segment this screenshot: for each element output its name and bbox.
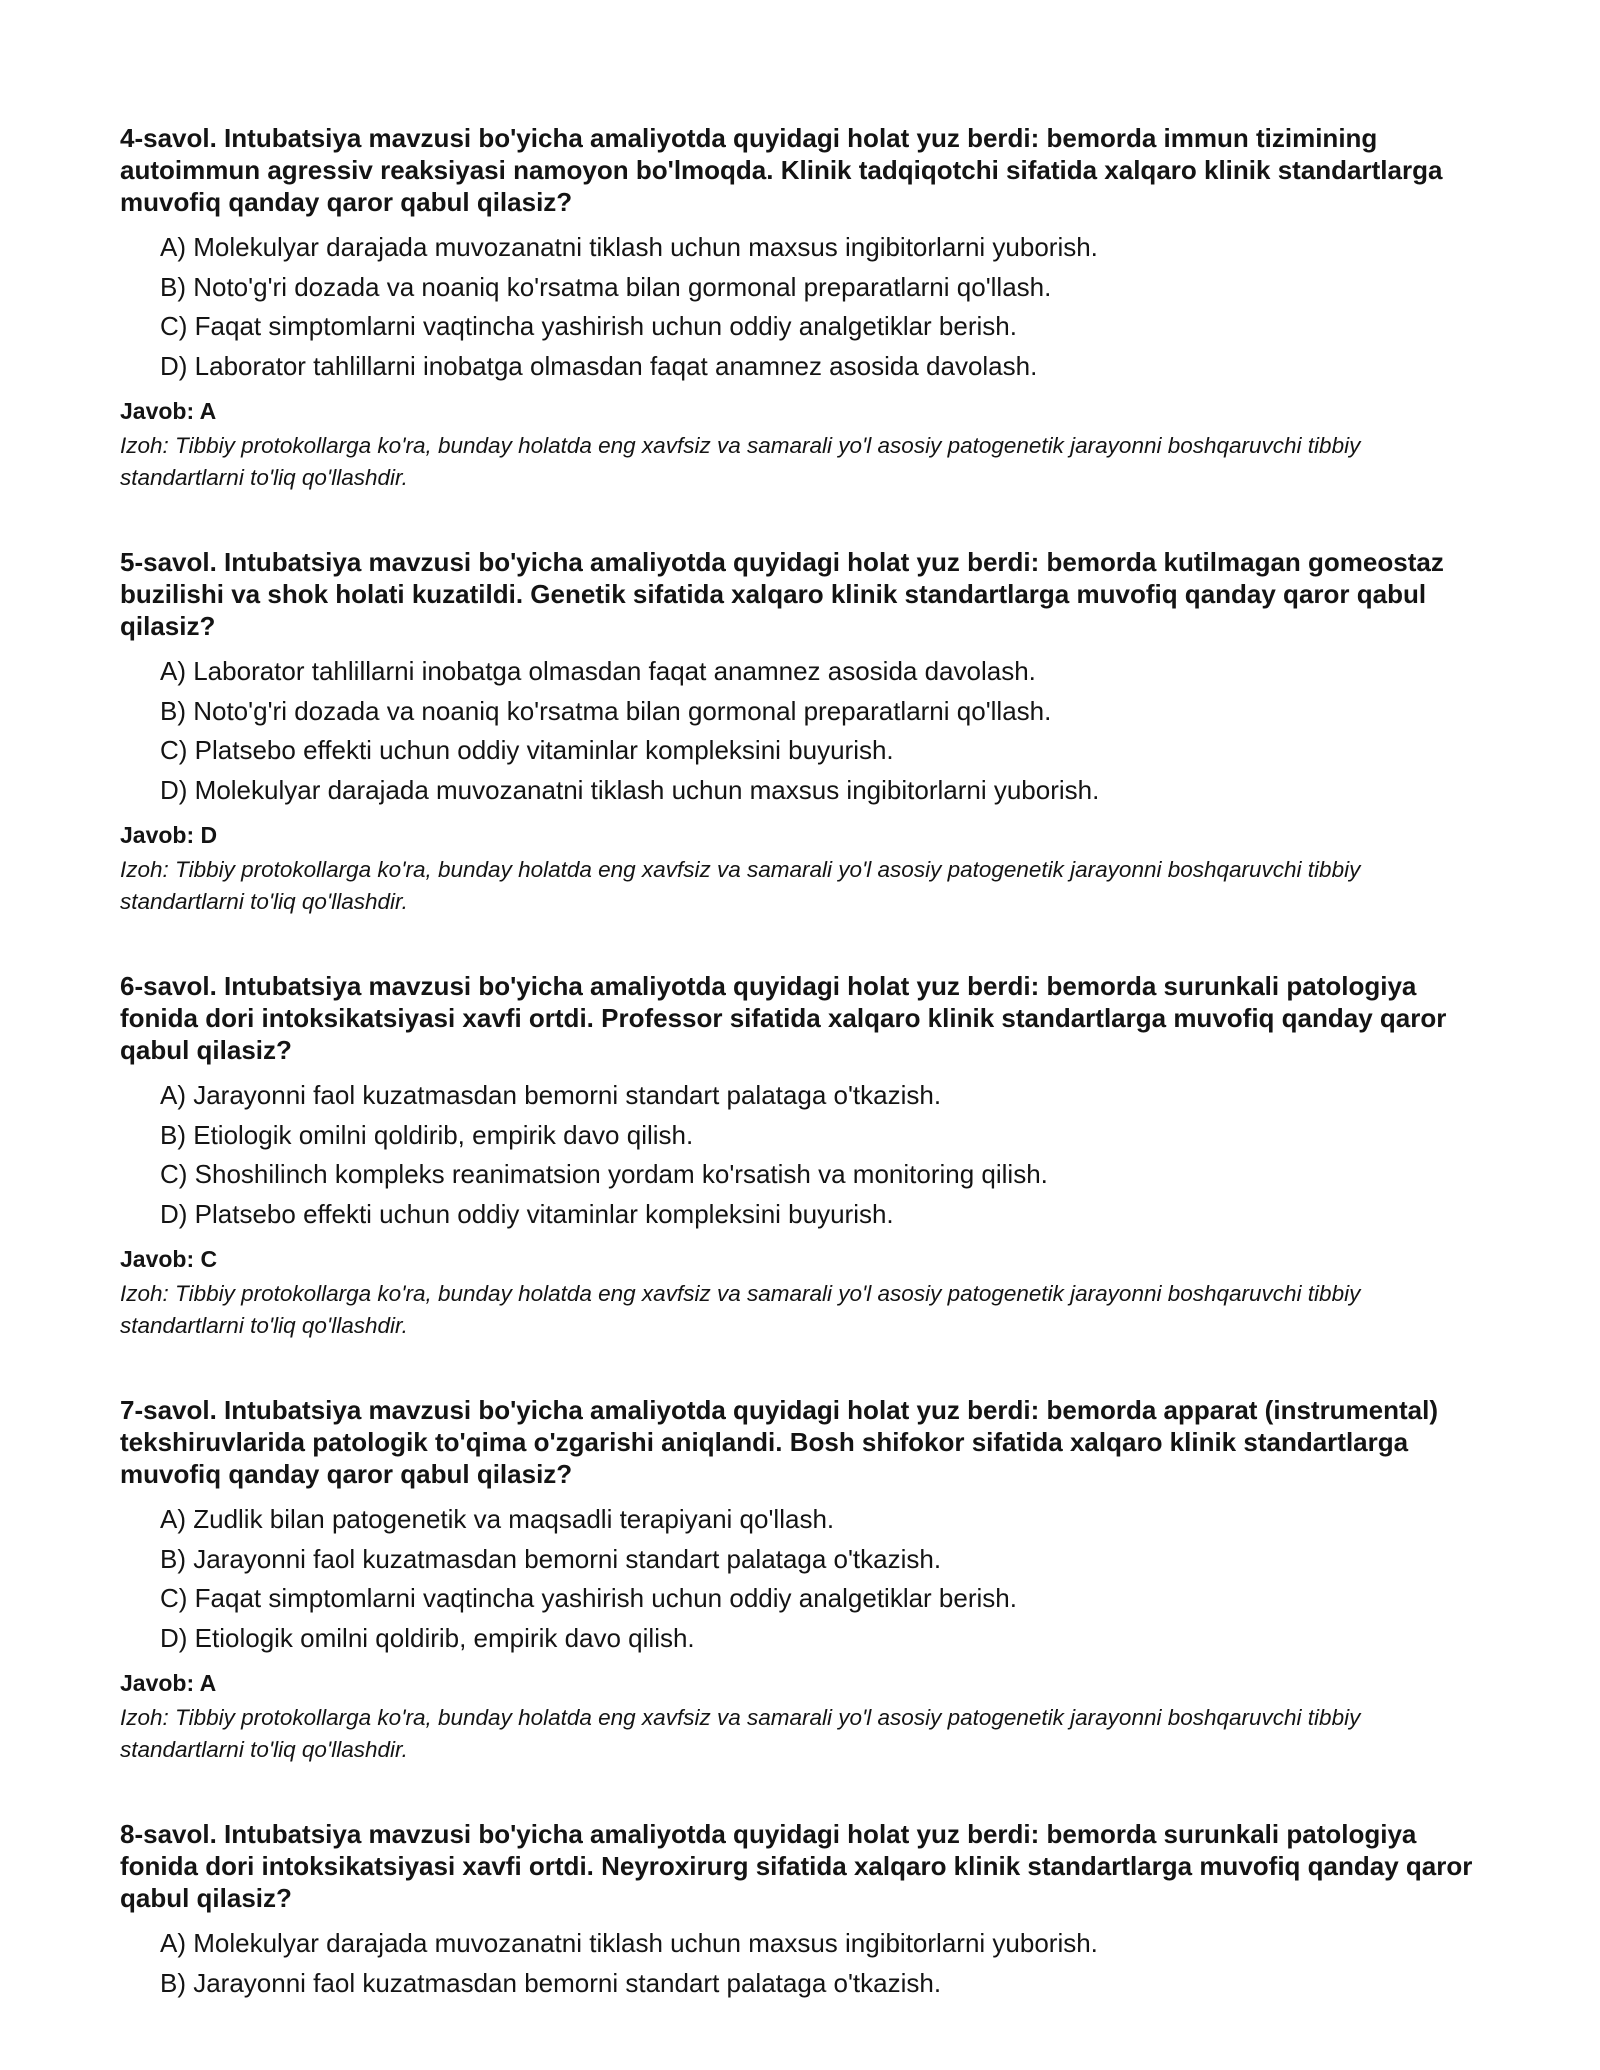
option-d: D) Etiologik omilni qoldirib, empirik davo qilish. bbox=[160, 1622, 695, 1653]
option-b: B) Noto'g'ri dozada va noaniq ko'rsatma bilan gormonal preparatlarni qo'llash. bbox=[160, 271, 1052, 302]
option-b: B) Etiologik omilni qoldirib, empirik davo qilish. bbox=[160, 1119, 694, 1150]
question-7 bbox=[120, 1394, 1500, 1765]
answer-label: Javob: A bbox=[120, 1670, 217, 1696]
option-a: A) Laborator tahlillarni inobatga olmasdan faqat anamnez asosida davolash. bbox=[160, 656, 1036, 686]
option-b: B) Jarayonni faol kuzatmasdan bemorni standart palataga o'tkazish. bbox=[160, 1543, 942, 1574]
question-title: 8-savol. Intubatsiya mavzusi bo'yicha amaliyotda quyidagi holat yuz berdi: bemorda surunkali patologiya fonida dori intoksikatsiyasi xavfi ortdi. Neyroxirurg sifatida xalqaro klinik standartlarga muvofiq qanday qaror qabul qilasiz? bbox=[120, 1819, 1473, 1913]
option-a: A) Zudlik bilan patogenetik va maqsadli terapiyani qo'llash. bbox=[160, 1504, 835, 1534]
option-c: C) Platsebo effekti uchun oddiy vitaminlar kompleksini buyurish. bbox=[160, 735, 894, 765]
question-title: 7-savol. Intubatsiya mavzusi bo'yicha amaliyotda quyidagi holat yuz berdi: bemorda apparat (instrumental) tekshiruvlarida patologik to'qima o'zgarishi aniqlandi. Bosh shifokor sifatida xalqaro klinik standartlarga muvofiq qanday qaror qabul qilasiz? bbox=[120, 1395, 1439, 1489]
explanation-text: Izoh: Tibbiy protokollarga ko'ra, bunday holatda eng xavfsiz va samarali yo'l asosiy patogenetik jarayonni boshqaruvchi tibbiy standartlarni to'liq qo'llashdir. bbox=[120, 1705, 1361, 1762]
question-title: 6-savol. Intubatsiya mavzusi bo'yicha amaliyotda quyidagi holat yuz berdi: bemorda surunkali patologiya fonida dori intoksikatsiyasi xavfi ortdi. Professor sifatida xalqaro klinik standartlarga muvofiq qanday qaror qabul qilasiz? bbox=[120, 971, 1447, 1065]
question-6 bbox=[120, 970, 1500, 1341]
answer-options bbox=[120, 1500, 1500, 1658]
answer-options bbox=[120, 1924, 1500, 2003]
option-d: D) Platsebo effekti uchun oddiy vitaminlar kompleksini buyurish. bbox=[160, 1198, 894, 1229]
option-c: C) Faqat simptomlarni vaqtincha yashirish uchun oddiy analgetiklar berish. bbox=[160, 311, 1017, 341]
question-8 bbox=[120, 1818, 1500, 2003]
question-title: 5-savol. Intubatsiya mavzusi bo'yicha amaliyotda quyidagi holat yuz berdi: bemorda kutilmagan gomeostaz buzilishi va shok holati kuzatildi. Genetik sifatida xalqaro klinik standartlarga muvofiq qanday qaror qabul qilasiz? bbox=[120, 547, 1444, 641]
answer-label: Javob: D bbox=[120, 822, 218, 848]
question-4 bbox=[120, 122, 1500, 493]
option-d: D) Laborator tahlillarni inobatga olmasdan faqat anamnez asosida davolash. bbox=[160, 350, 1038, 381]
option-a: A) Jarayonni faol kuzatmasdan bemorni standart palataga o'tkazish. bbox=[160, 1080, 942, 1110]
option-d: D) Molekulyar darajada muvozanatni tiklash uchun maxsus ingibitorlarni yuborish. bbox=[160, 774, 1100, 805]
answer-label: Javob: A bbox=[120, 398, 217, 424]
option-b: B) Noto'g'ri dozada va noaniq ko'rsatma bilan gormonal preparatlarni qo'llash. bbox=[160, 695, 1052, 726]
answer-options bbox=[120, 1076, 1500, 1234]
option-a: A) Molekulyar darajada muvozanatni tiklash uchun maxsus ingibitorlarni yuborish. bbox=[160, 232, 1098, 262]
option-c: C) Faqat simptomlarni vaqtincha yashirish uchun oddiy analgetiklar berish. bbox=[160, 1583, 1017, 1613]
option-c: C) Shoshilinch kompleks reanimatsion yordam ko'rsatish va monitoring qilish. bbox=[160, 1159, 1048, 1189]
option-a: A) Molekulyar darajada muvozanatni tiklash uchun maxsus ingibitorlarni yuborish. bbox=[160, 1928, 1098, 1958]
question-5 bbox=[120, 546, 1500, 917]
explanation-text: Izoh: Tibbiy protokollarga ko'ra, bunday holatda eng xavfsiz va samarali yo'l asosiy patogenetik jarayonni boshqaruvchi tibbiy standartlarni to'liq qo'llashdir. bbox=[120, 1281, 1361, 1338]
explanation-text: Izoh: Tibbiy protokollarga ko'ra, bunday holatda eng xavfsiz va samarali yo'l asosiy patogenetik jarayonni boshqaruvchi tibbiy standartlarni to'liq qo'llashdir. bbox=[120, 433, 1361, 490]
answer-options bbox=[120, 652, 1500, 810]
question-title: 4-savol. Intubatsiya mavzusi bo'yicha amaliyotda quyidagi holat yuz berdi: bemorda immun tizimining autoimmun agressiv reaksiyasi namoyon bo'lmoqda. Klinik tadqiqotchi sifatida xalqaro klinik standartlarga muvofiq qanday qaror qabul qilasiz? bbox=[120, 123, 1443, 217]
explanation-text: Izoh: Tibbiy protokollarga ko'ra, bunday holatda eng xavfsiz va samarali yo'l asosiy patogenetik jarayonni boshqaruvchi tibbiy standartlarni to'liq qo'llashdir. bbox=[120, 857, 1361, 914]
answer-label: Javob: C bbox=[120, 1246, 218, 1272]
answer-options bbox=[120, 228, 1500, 386]
option-b: B) Jarayonni faol kuzatmasdan bemorni standart palataga o'tkazish. bbox=[160, 1967, 942, 1998]
